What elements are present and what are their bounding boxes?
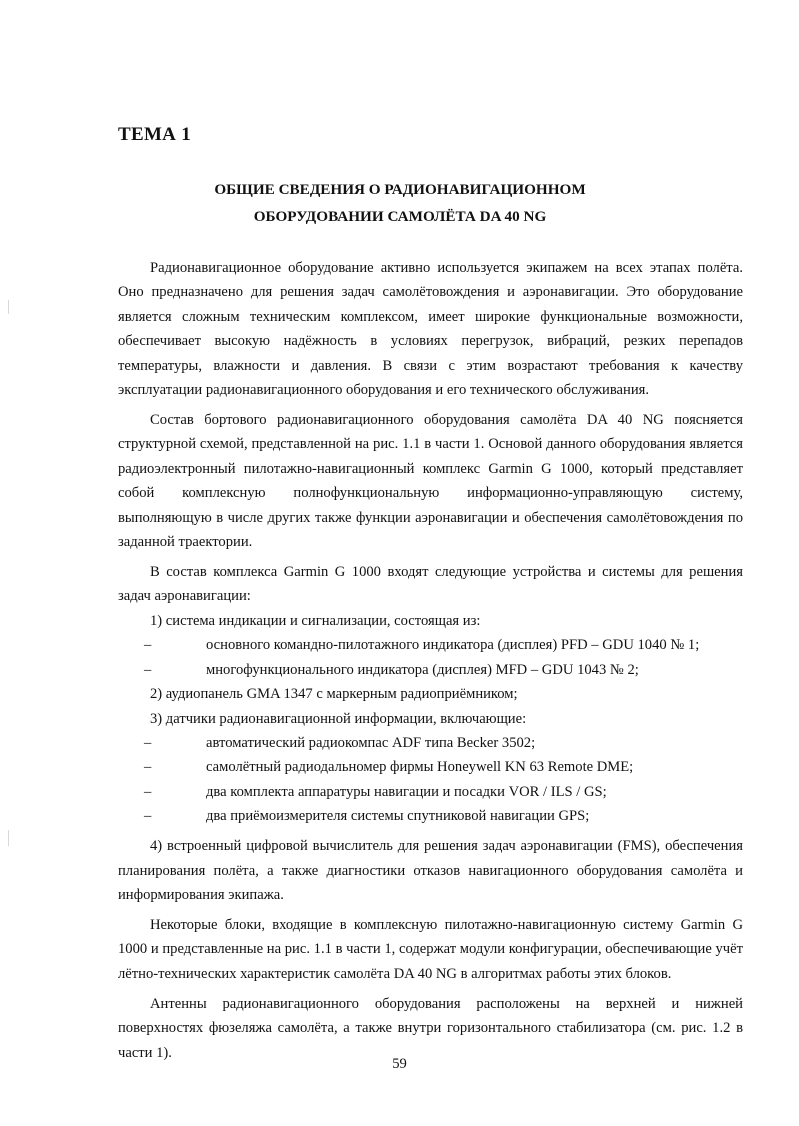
sub-list-item-text: самолётный радиодальномер фирмы Honeywell KN 63 Remote DME; (206, 759, 634, 776)
section-title (118, 176, 682, 230)
page-number: 59 (392, 1056, 407, 1072)
dash-bullet: – (144, 759, 152, 776)
scan-artifact (8, 830, 9, 846)
sub-list-item (118, 780, 743, 804)
paragraph-1: Радионавигационное оборудование активно используется экипажем на всех этапах полёта. Оно предназначено для решения задач самолётовождения и аэронавигации. Это оборудование является сложным техническим комплексом, имеет широкие функциональные возможности, обеспечивает высокую надёжность в условиях перегрузок, вибраций, резких перепадов температуры, влажности и давления. В связи с этим возрастают требования к качеству эксплуатации радионавигационного оборудования и его технического обслуживания. (118, 260, 743, 399)
sub-list-item-text: основного командно-пилотажного индикатора (дисплея) PFD – GDU 1040 № 1; (206, 637, 700, 654)
paragraph-5: Некоторые блоки, входящие в комплексную пилотажно-навигационную систему Garmin G 1000 и представленные на рис. 1.1 в части 1, содержат модули конфигурации, обеспечивающие учёт лётно-технических характеристик самолёта DA 40 NG в алгоритмах работы этих блоков. (118, 916, 743, 982)
dash-bullet: – (144, 783, 152, 800)
dash-bullet: – (144, 661, 152, 678)
sub-list-item (118, 633, 743, 657)
section-title-line-1: ОБЩИЕ СВЕДЕНИЯ О РАДИОНАВИГАЦИОННОМ (214, 181, 586, 198)
section-number: ТЕМА 1 (118, 124, 192, 145)
dash-bullet: – (144, 808, 152, 825)
sub-list-item-text: многофункционального индикатора (дисплея) MFD – GDU 1043 № 2; (206, 661, 639, 678)
body-text (118, 256, 743, 1071)
list-item-1: 1) система индикации и сигнализации, состоящая из: (150, 612, 481, 629)
sub-list-item (118, 755, 743, 779)
sub-list-item-text: автоматический радиокомпас ADF типа Becker 3502; (206, 734, 536, 751)
paragraph-6: Антенны радионавигационного оборудования расположены на верхней и нижней поверхностях фюзеляжа самолёта, а также внутри горизонтального стабилизатора (см. рис. 1.2 в части 1). (118, 995, 743, 1061)
paragraph-4: 4) встроенный цифровой вычислитель для решения задач аэронавигации (FMS), обеспечения планирования полёта, а также диагностики отказов навигационного оборудования самолёта и информирования экипажа. (118, 838, 743, 903)
scan-artifact (8, 300, 9, 314)
sub-list-item (118, 658, 743, 682)
paragraph-3: В состав комплекса Garmin G 1000 входят следующие устройства и системы для решения задач аэронавигации: (118, 564, 743, 605)
list-item-3: 3) датчики радионавигационной информации, включающие: (150, 710, 527, 727)
sub-list-item (118, 731, 743, 755)
paragraph-2: Состав бортового радионавигационного оборудования самолёта DA 40 NG поясняется структурной схемой, представленной на рис. 1.1 в части 1. Основой данного оборудования является радиоэлектронный пилотажно-навигационный комплекс Garmin G 1000, который представляет собой комплексную полнофункциональную информационно-управляющую систему, выполняющую в числе других также функции аэронавигации и обеспечения самолётовождения по заданной траектории. (118, 412, 743, 551)
dash-bullet: – (144, 637, 152, 654)
sub-list-item-text: два приёмоизмерителя системы спутниковой навигации GPS; (206, 808, 590, 825)
sub-list-item (118, 804, 743, 828)
dash-bullet: – (144, 734, 152, 751)
sub-list-item-text: два комплекта аппаратуры навигации и посадки VOR / ILS / GS; (206, 783, 607, 800)
section-title-line-2: ОБОРУДОВАНИИ САМОЛЁТА DA 40 NG (253, 208, 547, 225)
list-item-2: 2) аудиопанель GMA 1347 с маркерным радиоприёмником; (150, 686, 518, 703)
